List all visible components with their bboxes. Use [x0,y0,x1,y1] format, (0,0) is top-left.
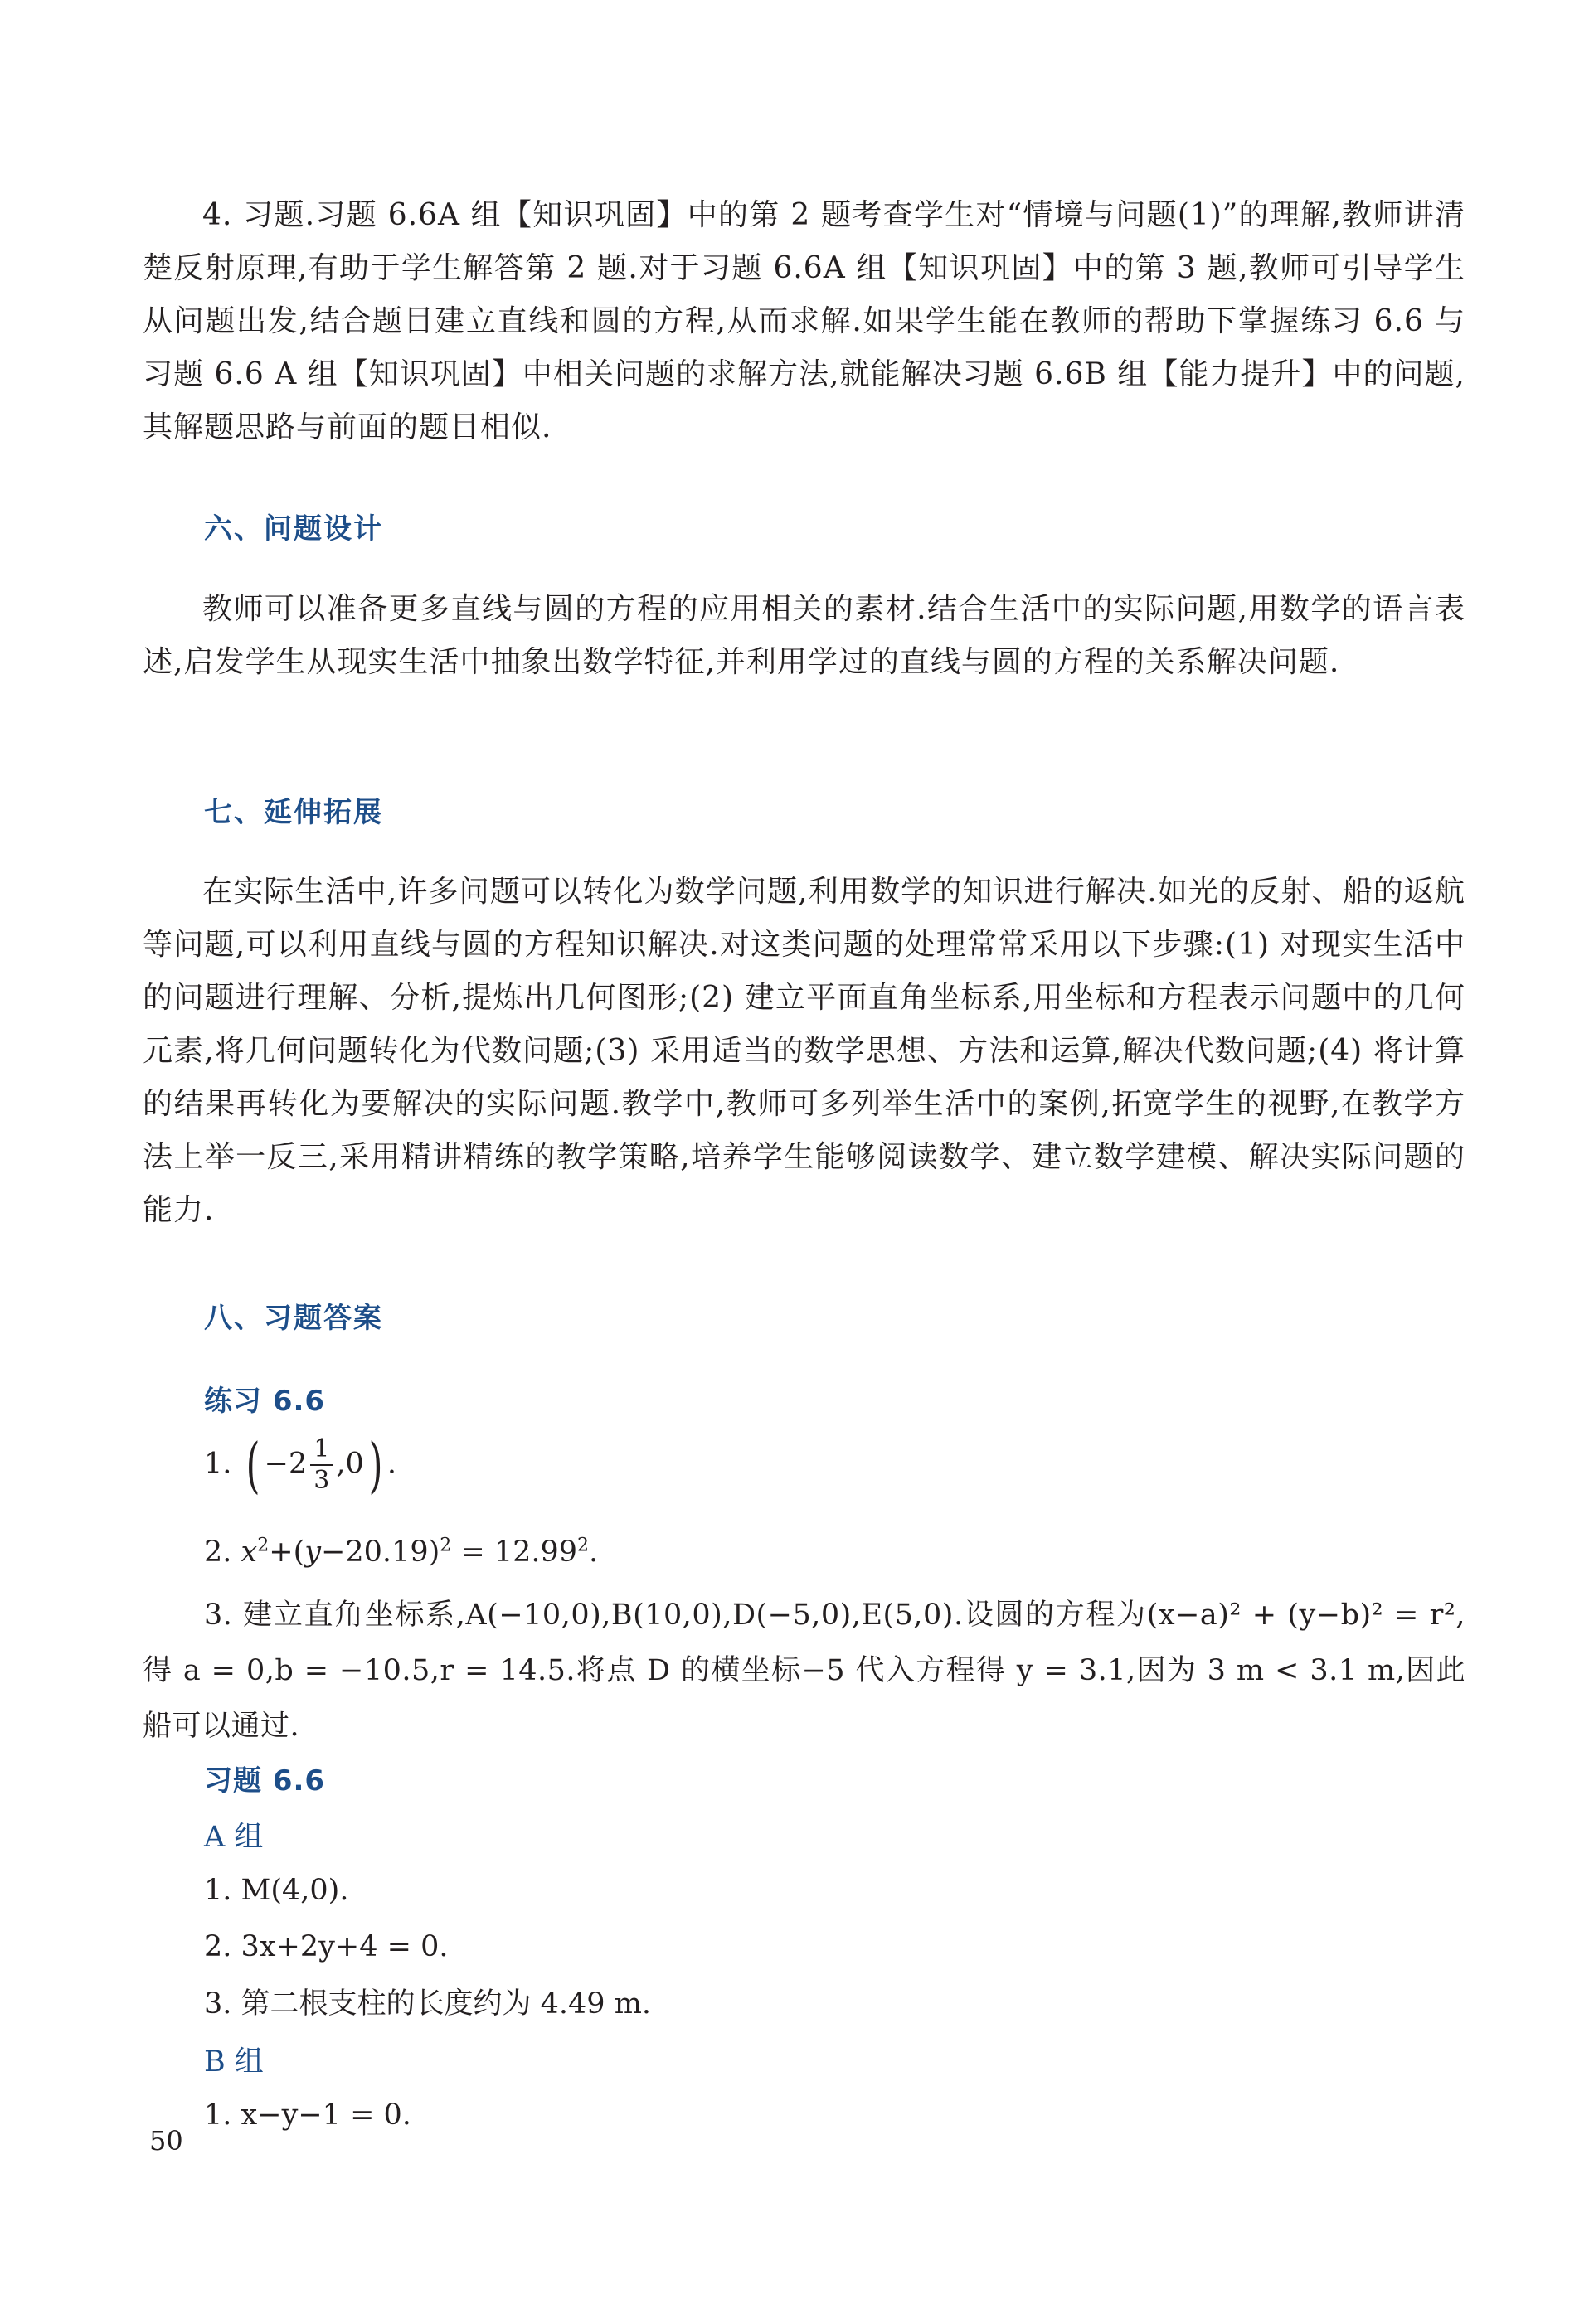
practice-title: 练习 6.6 [204,1385,326,1418]
left-paren: ( [245,1430,260,1500]
radius-value: = 12.99 [451,1536,578,1569]
exercise-title: 习题 6.6 [204,1764,326,1798]
exercise-a-answer-2: 2. 3x+2y+4 = 0. [204,1930,449,1963]
var-x: x [241,1536,258,1569]
practice-answer-3: 3. 建立直角坐标系,A(−10,0),B(10,0),D(−5,0),E(5,0).设圆的方程为(x−a)² + (y−b)² = r²,得 a = 0,b = −10.5,r = 14.5.将点 D 的横坐标−5 代入方程得 y = 3.1,因为 3 m < 3.1 m,因此船可以通过. [143,1599,1465,1743]
exercise-a-answer-3: 3. 第二根支柱的长度约为 4.49 m. [204,1987,652,2021]
group-a-label: A 组 [204,1821,264,1854]
exponent: 2 [440,1535,452,1556]
fraction-denominator: 3 [313,1466,330,1495]
exponent: 2 [577,1535,590,1556]
exercise-a-answer-1: 1. M(4,0). [204,1874,349,1907]
paragraph-problem-design: 教师可以准备更多直线与圆的方程的应用相关的素材.结合生活中的实际问题,用数学的语言表述,启发学生从现实生活中抽象出数学特征,并利用学过的直线与圆的方程的关系解决问题. [143,592,1465,679]
heading-problem-design: 六、问题设计 [204,512,383,546]
minus-const: −20.19) [321,1536,440,1569]
exercise-b-answer-1: 1. x−y−1 = 0. [204,2098,411,2132]
answer-number: 2. [204,1536,232,1569]
mixed-number-whole: −2 [264,1447,308,1481]
coordinate-y: ,0 [336,1447,364,1481]
group-b-label: B 组 [204,2045,264,2079]
answer-number: 1. [204,1447,232,1481]
page-number: 50 [149,2125,183,2157]
period: . [589,1536,599,1569]
practice-answer-2 [204,1532,598,1572]
plus-paren: +( [269,1536,305,1569]
exponent: 2 [257,1535,270,1556]
paragraph-exercise-notes: 4. 习题.习题 6.6A 组【知识巩固】中的第 2 题考查学生对“情境与问题(1)”的理解,教师讲清楚反射原理,有助于学生解答第 2 题.对于习题 6.6A 组【知识巩固】中的第 3 题,教师可引导学生从问题出发,结合题目建立直线和圆的方程,从而求解.如果学生能在教师的帮助下掌握练习 6.6 与习题 6.6 A 组【知识巩固】中相关问题的求解方法,就能解决习题 6.6B 组【能力提升】中的问题,其解题思路与前面的题目相似. [143,198,1465,444]
right-paren: ) [368,1430,383,1500]
practice-answer-1 [204,1430,396,1500]
var-y: y [304,1536,322,1569]
period: . [386,1447,396,1481]
fraction [310,1434,333,1496]
fraction-numerator: 1 [310,1434,333,1466]
paragraph-extension: 在实际生活中,许多问题可以转化为数学问题,利用数学的知识进行解决.如光的反射、船的返航等问题,可以利用直线与圆的方程知识解决.对这类问题的处理常常采用以下步骤:(1) 对现实生活中的问题进行理解、分析,提炼出几何图形;(2) 建立平面直角坐标系,用坐标和方程表示问题中的几何元素,将几何问题转化为代数问题;(3) 采用适当的数学思想、方法和运算,解决代数问题;(4) 将计算的结果再转化为要解决的实际问题.教学中,教师可多列举生活中的案例,拓宽学生的视野,在教学方法上举一反三,采用精讲精练的教学策略,培养学生能够阅读数学、建立数学建模、解决实际问题的能力. [143,875,1465,1227]
heading-extension: 七、延伸拓展 [204,796,383,829]
heading-answers: 八、习题答案 [204,1302,383,1335]
